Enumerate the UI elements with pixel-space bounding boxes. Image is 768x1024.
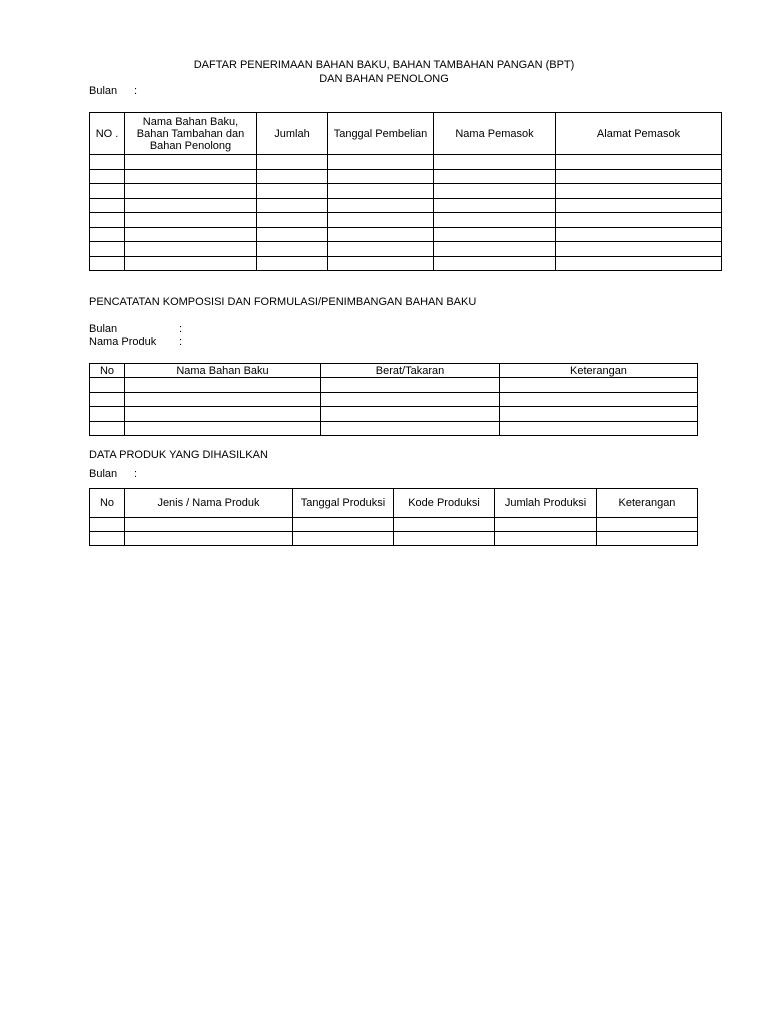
table-cell[interactable]: [500, 378, 698, 393]
table-row: [90, 242, 722, 257]
table-cell[interactable]: [125, 227, 257, 242]
table-cell[interactable]: [125, 169, 257, 184]
table-cell[interactable]: [434, 155, 556, 170]
table-row: [90, 198, 722, 213]
table-cell[interactable]: [257, 198, 328, 213]
header-jumlah-produksi: Jumlah Produksi: [495, 489, 597, 518]
production-table: [89, 488, 698, 546]
table-cell[interactable]: [90, 184, 125, 199]
table-cell[interactable]: [328, 184, 434, 199]
header-jenis-nama-produk: Jenis / Nama Produk: [125, 489, 293, 518]
table-cell[interactable]: [90, 392, 125, 407]
table-cell[interactable]: [495, 532, 597, 546]
table-cell[interactable]: [90, 155, 125, 170]
header-keterangan: Keterangan: [597, 489, 698, 518]
table-row: [90, 227, 722, 242]
table-cell[interactable]: [556, 198, 722, 213]
table-cell[interactable]: [328, 256, 434, 271]
table-row: [90, 155, 722, 170]
table-cell[interactable]: [257, 155, 328, 170]
table-row: [90, 169, 722, 184]
composition-table-header: [90, 364, 698, 378]
header-kode-produksi: Kode Produksi: [394, 489, 495, 518]
table-cell[interactable]: [257, 242, 328, 257]
table-cell[interactable]: [125, 532, 293, 546]
table-cell[interactable]: [328, 155, 434, 170]
table-cell[interactable]: [321, 392, 500, 407]
table-cell[interactable]: [500, 421, 698, 436]
table-cell[interactable]: [90, 532, 125, 546]
table-cell[interactable]: [434, 256, 556, 271]
table-cell[interactable]: [434, 169, 556, 184]
table-cell[interactable]: [125, 518, 293, 532]
table-cell[interactable]: [321, 378, 500, 393]
table-cell[interactable]: [125, 155, 257, 170]
section1-bulan-label: Bulan: [89, 85, 118, 97]
section3-bulan-label: Bulan: [89, 468, 118, 480]
header-keterangan: Keterangan: [500, 364, 698, 378]
header-no: NO .: [90, 113, 125, 155]
table-row: [90, 392, 698, 407]
table-cell[interactable]: [495, 518, 597, 532]
table-cell[interactable]: [328, 169, 434, 184]
composition-table: [89, 363, 698, 436]
table-cell[interactable]: [597, 532, 698, 546]
table-cell[interactable]: [434, 184, 556, 199]
table-cell[interactable]: [125, 242, 257, 257]
header-tanggal-pembelian: Tanggal Pembelian: [328, 113, 434, 155]
header-nama-bahan-baku: Nama Bahan Baku: [125, 364, 321, 378]
header-nama-bahan: Nama Bahan Baku, Bahan Tambahan dan Bahan Penolong: [125, 113, 257, 155]
table-cell[interactable]: [90, 213, 125, 228]
table-cell[interactable]: [556, 213, 722, 228]
header-berat-takaran: Berat/Takaran: [321, 364, 500, 378]
table-cell[interactable]: [556, 256, 722, 271]
table-cell[interactable]: [90, 378, 125, 393]
table-cell[interactable]: [394, 518, 495, 532]
table-cell[interactable]: [328, 227, 434, 242]
table-cell[interactable]: [321, 421, 500, 436]
section1-bulan-colon: :: [134, 85, 138, 97]
table-cell[interactable]: [257, 227, 328, 242]
table-cell[interactable]: [328, 213, 434, 228]
table-row: [90, 378, 698, 393]
table-cell[interactable]: [90, 169, 125, 184]
table-cell[interactable]: [125, 378, 321, 393]
table-row: [90, 407, 698, 422]
receipt-table: [89, 112, 722, 271]
section2-produk-label: Nama Produk: [89, 336, 157, 348]
table-cell[interactable]: [90, 407, 125, 422]
table-cell[interactable]: [500, 392, 698, 407]
header-no: No: [90, 364, 125, 378]
table-cell[interactable]: [293, 518, 394, 532]
receipt-table-header: [90, 113, 722, 155]
table-cell[interactable]: [125, 392, 321, 407]
table-row: [90, 421, 698, 436]
table-cell[interactable]: [125, 184, 257, 199]
table-cell[interactable]: [434, 242, 556, 257]
table-row: [90, 184, 722, 199]
document-title-line-2: DAN BAHAN PENOLONG: [319, 73, 449, 85]
table-cell[interactable]: [257, 169, 328, 184]
section3-heading: DATA PRODUK YANG DIHASILKAN: [89, 449, 268, 461]
table-cell[interactable]: [90, 242, 125, 257]
header-alamat-pemasok: Alamat Pemasok: [556, 113, 722, 155]
header-nama-pemasok: Nama Pemasok: [434, 113, 556, 155]
table-cell[interactable]: [434, 198, 556, 213]
header-no: No: [90, 489, 125, 518]
table-row: [90, 532, 698, 546]
table-cell[interactable]: [125, 256, 257, 271]
table-cell[interactable]: [90, 518, 125, 532]
table-cell[interactable]: [328, 198, 434, 213]
table-cell[interactable]: [90, 198, 125, 213]
table-cell[interactable]: [500, 407, 698, 422]
document-title-line-1: DAFTAR PENERIMAAN BAHAN BAKU, BAHAN TAMBAHAN PANGAN (BPT): [193, 59, 575, 71]
table-cell[interactable]: [257, 184, 328, 199]
section2-heading: PENCATATAN KOMPOSISI DAN FORMULASI/PENIMBANGAN BAHAN BAKU: [89, 296, 477, 308]
table-cell[interactable]: [257, 256, 328, 271]
header-tanggal-produksi: Tanggal Produksi: [293, 489, 394, 518]
table-cell[interactable]: [90, 256, 125, 271]
table-row: [90, 213, 722, 228]
table-cell[interactable]: [434, 227, 556, 242]
section2-bulan-colon: :: [179, 323, 183, 335]
table-cell[interactable]: [90, 421, 125, 436]
section2-bulan-label: Bulan: [89, 323, 118, 335]
table-cell[interactable]: [434, 213, 556, 228]
section3-bulan-colon: :: [134, 468, 138, 480]
table-cell[interactable]: [90, 227, 125, 242]
header-jumlah: Jumlah: [257, 113, 328, 155]
table-cell[interactable]: [125, 421, 321, 436]
table-cell[interactable]: [125, 407, 321, 422]
table-row: [90, 256, 722, 271]
table-cell[interactable]: [293, 532, 394, 546]
table-row: [90, 518, 698, 532]
table-cell[interactable]: [328, 242, 434, 257]
table-cell[interactable]: [556, 227, 722, 242]
table-cell[interactable]: [125, 198, 257, 213]
table-cell[interactable]: [556, 184, 722, 199]
section2-produk-colon: :: [179, 336, 183, 348]
table-cell[interactable]: [257, 213, 328, 228]
production-table-header: [90, 489, 698, 518]
table-cell[interactable]: [556, 169, 722, 184]
table-cell[interactable]: [597, 518, 698, 532]
table-cell[interactable]: [556, 242, 722, 257]
table-cell[interactable]: [556, 155, 722, 170]
table-cell[interactable]: [125, 213, 257, 228]
table-cell[interactable]: [394, 532, 495, 546]
table-cell[interactable]: [321, 407, 500, 422]
